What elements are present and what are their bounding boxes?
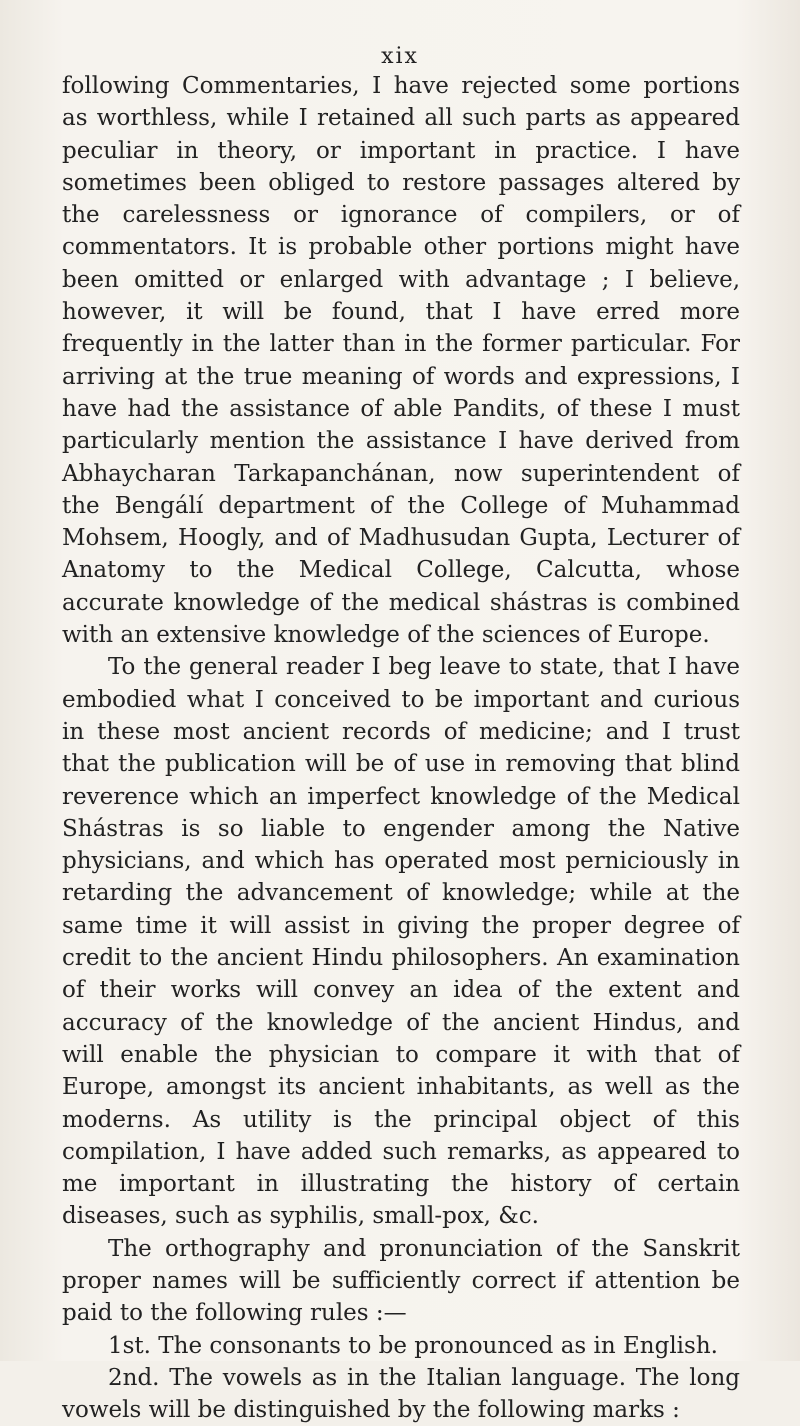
page-number: xix [381, 44, 419, 69]
rule-vowels: 2nd. The vowels as in the Italian language. The long vowels will be distinguished by the following marks : [62, 1364, 740, 1424]
page-body [62, 70, 740, 1426]
rule-consonants: 1st. The consonants to be pronounced as in English. [108, 1332, 718, 1359]
paragraph-commentaries: following Commentaries, I have rejected some portions as worthless, while I retained all such parts as appeared peculiar in theory, or important in practice. I have sometimes been obliged to restore passages altered by the carelessness or ignorance of compilers, or of commentators. It is probable other portions might have been omitted or enlarged with advantage ; I believe, however, it will be found, that I have erred more frequently in the latter than in the former particular. For arriving at the true meaning of words and expressions, I have had the assistance of able Pandits, of these I must particularly mention the assistance I have derived from Abhaycharan Tarkapanchánan, now superintendent of the Bengálí department of the College of Muhammad Mohsem, Hoogly, and of Madhusudan Gupta, Lecturer of Anatomy to the Medical College, Calcutta, whose accurate knowledge of the medical shástras is combined with an extensive knowledge of the sciences of Europe. [62, 73, 740, 649]
paragraph-general-reader: To the general reader I beg leave to state, that I have embodied what I conceived to be important and curious in these most ancient records of medicine; and I trust that the publication will be of use in removing that blind reverence which an imperfect knowledge of the Medical Shástras is so liable to engender among the Native physicians, and which has operated most perniciously in retarding the advancement of knowledge; while at the same time it will assist in giving the proper degree of credit to the ancient Hindu philosophers. An examination of their works will convey an idea of the extent and accuracy of the knowledge of the ancient Hindus, and will enable the physician to compare it with that of Europe, amongst its ancient inhabitants, as well as the moderns. As utility is the principal object of this compilation, I have added such remarks, as appeared to me important in illustrating the history of certain diseases, such as syphilis, small-pox, &c. [62, 654, 740, 1230]
paragraph-orthography: The orthography and pronunciation of the Sanskrit proper names will be sufficiently correct if attention be paid to the following rules :— [62, 1235, 740, 1327]
